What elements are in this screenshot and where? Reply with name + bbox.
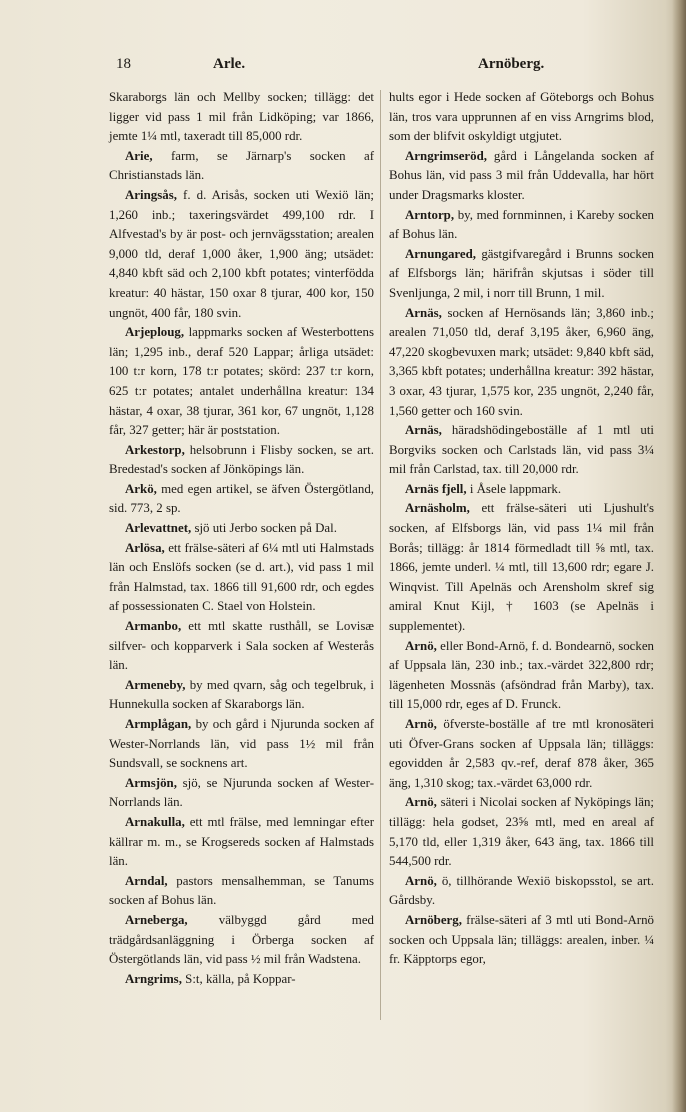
headword: Arndal, [125, 873, 168, 888]
entry [109, 480, 374, 519]
entry [389, 88, 654, 147]
headword: Arneberga, [125, 912, 188, 927]
entry [109, 186, 374, 323]
entry-text: S:t, källa, på Koppar- [185, 971, 296, 986]
page-edge-shadow [672, 0, 686, 1112]
headword: Aringsås, [125, 187, 177, 202]
headword: Arnakulla, [125, 814, 185, 829]
entry-text: öfverste-boställe af tre mtl kronosäteri uti Öfver-Grans socken af Uppsala län; tilläggs: egovidden år 2,583 qv.-ref, deraf 878 åker, 365 äng, 1,310 skog; tax.-värdet 63,000 rdr. [389, 717, 654, 790]
entry [109, 911, 374, 970]
entry-text: ett mtl frälse, med lemningar efter källrar m. m., se Krogsereds socken af Halmstads län. [109, 814, 374, 869]
entry [109, 88, 374, 147]
entry-text: eller Bond-Arnö, f. d. Bondearnö, socken af Uppsala län, 230 inb.; tax.-värdet 322,800 rdr; lägenheten Mossnäs (afsöndrad från Marby), tax. till 15,000 rdr, eges af D. Frunck. [389, 638, 654, 712]
entry [109, 147, 374, 186]
entry [389, 499, 654, 636]
headword: Arnäsholm, [405, 501, 470, 516]
entry-text: i Åsele lappmark. [469, 481, 562, 496]
entry [389, 421, 654, 480]
headword: Arnäs, [405, 423, 442, 438]
entry [109, 872, 374, 911]
entry-text: pastors mensalhemman, se Tanums socken af Bohus län. [109, 873, 374, 908]
headword: Arlevattnet, [125, 521, 192, 536]
entry-text: gård i Långelanda socken af Bohus län, vid pass 3 mil från Uddevalla, har hört under Dragsmarks kloster. [389, 148, 654, 202]
entry [109, 323, 374, 441]
entry-text: Skaraborgs län och Mellby socken; tillägg: det ligger vid pass 1 mil från Lidköping; var 1866, jemte 1¼ mtl, taxeradt till 85,000 rdr. [109, 90, 374, 144]
entry [389, 911, 654, 970]
entry [389, 304, 654, 422]
column-divider [380, 90, 381, 1020]
entry [109, 539, 374, 617]
entry-text: frälse-säteri af 3 mtl uti Bond-Arnö socken och Uppsala län; tilläggs: arealen, inber. ¼ fr. Käpptorps egor, [389, 912, 654, 967]
headword: Arnö, [405, 638, 437, 653]
headword: Armeneby, [125, 677, 186, 692]
entry-text: ett mtl skatte rusthåll, se Lovisæ silfver- och kopparverk i Sala socken af Westerås län. [109, 619, 374, 673]
headword: Arnungared, [405, 246, 477, 261]
headword: Arnö, [405, 795, 437, 810]
entry [109, 774, 374, 813]
headword: Arntorp, [405, 207, 455, 222]
entry-text: ett frälse-säteri af 6¼ mtl uti Halmstads län och Enslöfs socken (se d. art.), vid pass 1 mil från Halmstad, tax. 1866 till 91,600 rdr, och egdes af possessionaten C. Stael von Holstein. [109, 540, 374, 614]
left-column [109, 88, 374, 989]
entry-text: gästgifvaregård i Brunns socken af Elfsborgs län; härifrån skjutsas i söder till Svenljunga, 2 mil, i norr till Brunn, 1 mil. [389, 246, 654, 300]
entry [389, 245, 654, 304]
entry [389, 206, 654, 245]
entry [389, 637, 654, 715]
entry [109, 813, 374, 872]
entry [109, 519, 374, 539]
entry [109, 676, 374, 715]
headword: Arlösa, [125, 540, 165, 555]
entry [389, 147, 654, 206]
entry [109, 617, 374, 676]
entry [389, 872, 654, 911]
entry-text: by med qvarn, såg och tegelbruk, i Hunnekulla socken af Skaraborgs län. [109, 677, 374, 712]
entry [109, 441, 374, 480]
headword: Arngrims, [125, 971, 182, 986]
entry-text: ett frälse-säteri uti Ljushult's socken, af Elfsborgs län, vid pass 1¼ mil från Borås; tillägg: år 1814 förmedladt till ⅝ mtl, tax. 1866, jemte underl. ¼ mtl, till 13,600 rdr; egare J. Winqvist. Till Apelnäs och Arensholm skref sig amiral Knut Kijl, † 1603 (se Apelnäs i supplementet). [389, 501, 654, 634]
entry-text: socken af Hernösands län; 3,860 inb.; arealen 71,050 tld, deraf 3,195 åker, 6,960 äng, 47,220 skogbevuxen mark; utsädet: 9,840 kbft säd, 3,365 kbft potates; underhållna kreatur: 392 hästar, 3 oxar, 43 tjurar, 1,575 kor, 235 ungnöt, 2,240 får, 1,560 getter och 160 svin. [389, 305, 654, 418]
entry-text: ö, tillhörande Wexiö biskopsstol, se art. Gårdsby. [389, 873, 654, 908]
entry-text: med egen artikel, se äfven Östergötland, sid. 773, 2 sp. [109, 481, 374, 516]
entry [389, 715, 654, 793]
headword: Armplågan, [125, 717, 192, 731]
entry [109, 970, 374, 990]
entry-text: lappmarks socken af Westerbottens län; 1,295 inb., deraf 520 Lappar; årliga utsädet: 100 t:r korn, 178 t:r potates; skörd: 237 t:r korn, 625 t:r potates; antalet underhållna kreatur: 134 hästar, 4 oxar, 38 tjurar, 361 kor, 67 ungnöt, 1,128 får, 327 getter; här är poststation. [109, 325, 374, 438]
entry-text: hults egor i Hede socken af Göteborgs och Bohus län, tros vara upprunnen af en viss Arngrims blod, som der blifvit oskyldigt utgjutet. [389, 90, 654, 144]
headword: Arngrimseröd, [405, 148, 487, 163]
right-running-head: Arnöberg. [478, 56, 545, 72]
entry-text: sjö, se Njurunda socken af Wester-Norrlands län. [109, 775, 374, 810]
headword: Arkö, [125, 481, 157, 496]
headword: Armanbo, [125, 619, 182, 634]
entry-text: häradshödingeboställe af 1 mtl uti Borgviks socken och Carlstads län, vid pass 3¼ mil från Carlstad, tax. till 20,000 rdr. [389, 423, 654, 477]
page-number: 18 [116, 56, 131, 72]
headword: Arnöberg, [405, 912, 462, 927]
right-column [389, 88, 654, 970]
entry-text: f. d. Arisås, socken uti Wexiö län; 1,260 inb.; taxeringsvärdet 499,100 rdr. I Alfvestad's by är post- och jernvägsstation; arealen 9,000 tld, deraf 1,000 åker, 1,900 äng; utsädet: 4,840 kbft säd och 2,100 kbft potates; vinterfödda kreatur: 40 hästar, 150 oxar 8 tjurar, 400 kor, 150 ungnöt, 400 får, 180 svin. [109, 187, 374, 320]
entry-text: by och gård i Njurunda socken af Wester-Norrlands län, vid pass 1½ mil från Sundsvall, se socknens art. [109, 717, 374, 771]
entry-text: säteri i Nicolai socken af Nyköpings län; tillägg: hela godset, 23⅝ mtl, med en areal af 5,170 tld, eller 1,319 åker, 643 äng, tax. 1866 till 544,500 rdr. [389, 795, 654, 869]
entry [109, 715, 374, 774]
left-running-head: Arle. [213, 56, 246, 72]
entry [389, 480, 654, 500]
headword: Arjeploug, [125, 325, 185, 340]
headword: Armsjön, [125, 775, 177, 790]
headword: Arnö, [405, 717, 437, 731]
headword: Arie, [125, 148, 153, 163]
entry [389, 793, 654, 871]
entry-text: välbyggd gård med trädgårdsanläggning i Örberga socken af Östergötlands län, vid pass ½ mil från Wadstena. [109, 912, 374, 967]
headword: Arkestorp, [125, 442, 185, 457]
entry-text: sjö uti Jerbo socken på Dal. [194, 521, 337, 536]
headword: Arnäs fjell, [405, 481, 467, 496]
entry-text: farm, se Järnarp's socken af Christianstads län. [109, 148, 374, 183]
headword: Arnö, [405, 873, 437, 888]
headword: Arnäs, [405, 305, 442, 320]
entry-text: by, med fornminnen, i Kareby socken af Bohus län. [389, 207, 654, 242]
entry-text: helsobrunn i Flisby socken, se art. Bredestad's socken af Jönköpings län. [109, 442, 374, 477]
